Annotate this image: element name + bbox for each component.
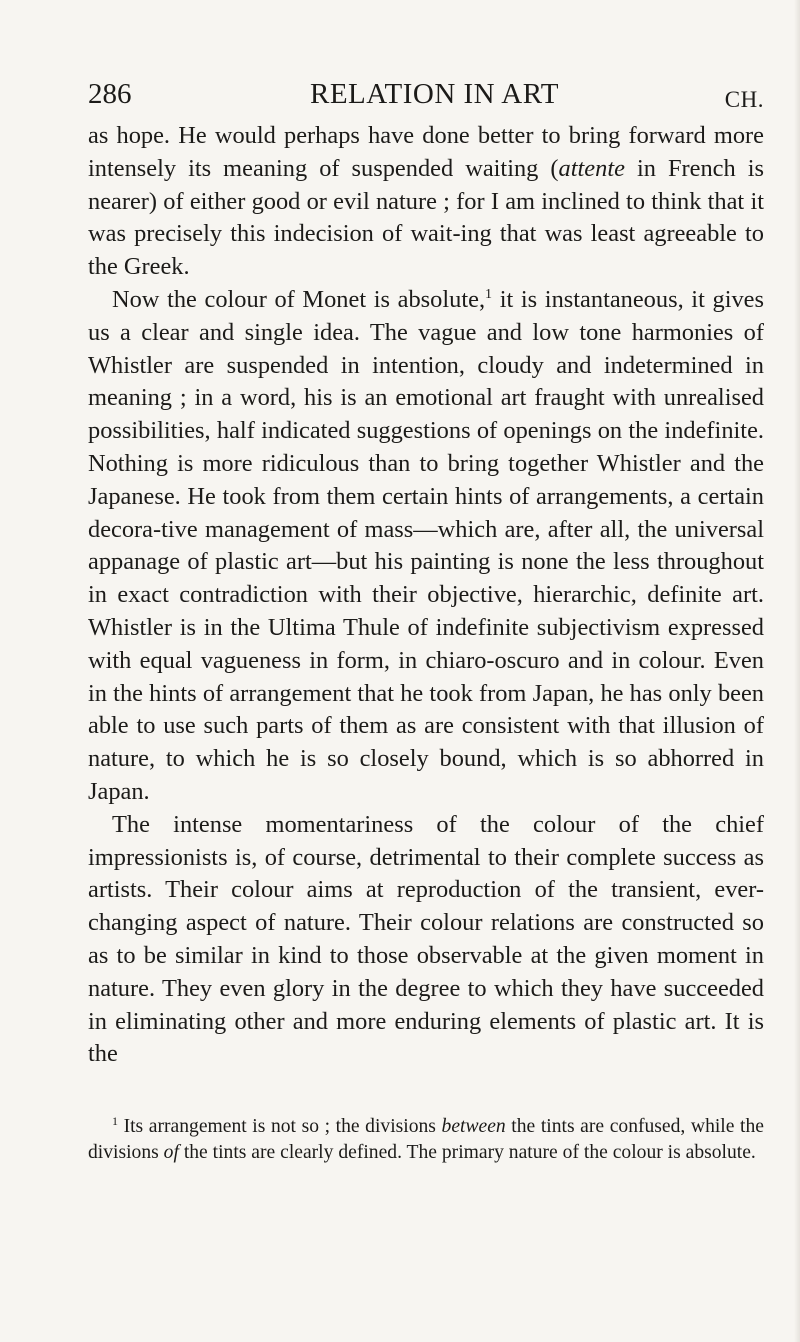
paragraph-impressionists [88, 809, 764, 1071]
italic-term: attente [558, 154, 625, 182]
text-run: in French is nearer) of either good or evil nature ; for I am inclined to think that it was precisely this indecision of wait-ing that was least agreeable to the Greek. [88, 154, 765, 281]
running-title: RELATION IN ART [310, 78, 560, 110]
text-run: Now the colour of Monet is absolute, [112, 285, 486, 313]
text-run: as hope. He would perhaps have done better to bring forward more intensely its meaning of suspended waiting ( [88, 122, 764, 182]
footnote-marker: 1 [112, 1114, 118, 1128]
italic-term: between [441, 1116, 506, 1137]
running-header [88, 76, 764, 116]
text-run: The intense momentariness of the colour of the chief impressionists is, of course, detrimental to their complete success as artists. Their colour aims at reproduction of the transient, ever-changing aspect of nature. Their colour relations are constructed so as to be similar in kind to those observable at the given moment in nature. They even glory in the degree to which they have succeeded in eliminating other and more enduring elements of plastic art. It is the [88, 810, 764, 1068]
paragraph-continued [88, 120, 764, 284]
text-run: the tints are confused, while the divisions [88, 1116, 764, 1164]
footnote-marker: 1 [485, 286, 493, 302]
footnote [88, 1114, 764, 1167]
text-run: Its arrangement is not so ; the divisions [118, 1116, 442, 1137]
text-run: it is instantaneous, it gives us a clear and single idea. The vague and low tone harmonies of Whistler are suspended in intention, cloudy and indetermined in meaning ; in a word, his is an emotional art fraught with unrealised possibilities, half indicated suggestions of openings on the indefinite. Nothing is more ridiculous than to bring together Whistler and the Japanese. He took from them certain hints of arrangements, a certain decora-tive management of mass—which are, after all, the universal appanage of plastic art—but his painting is none the less throughout in exact contradiction with their objective, hierarchic, definite art. Whistler is in the Ultima Thule of indefinite subjectivism expressed with equal vagueness in form, in chiaro-oscuro and in colour. Even in the hints of arrangement that he took from Japan, he has only been able to use such parts of them as are consistent with that illusion of nature, to which he is so closely bound, which is so abhorred in Japan. [88, 285, 764, 805]
paragraph-monet-whistler [88, 284, 764, 809]
page-number: 286 [88, 78, 132, 110]
chapter-mark: CH. [724, 87, 764, 112]
body-text [88, 120, 764, 1071]
italic-term: of [163, 1142, 179, 1164]
text-run: the tints are clearly defined. The primary nature of the colour is absolute. [178, 1142, 756, 1164]
page-edge-shadow [794, 0, 800, 1342]
